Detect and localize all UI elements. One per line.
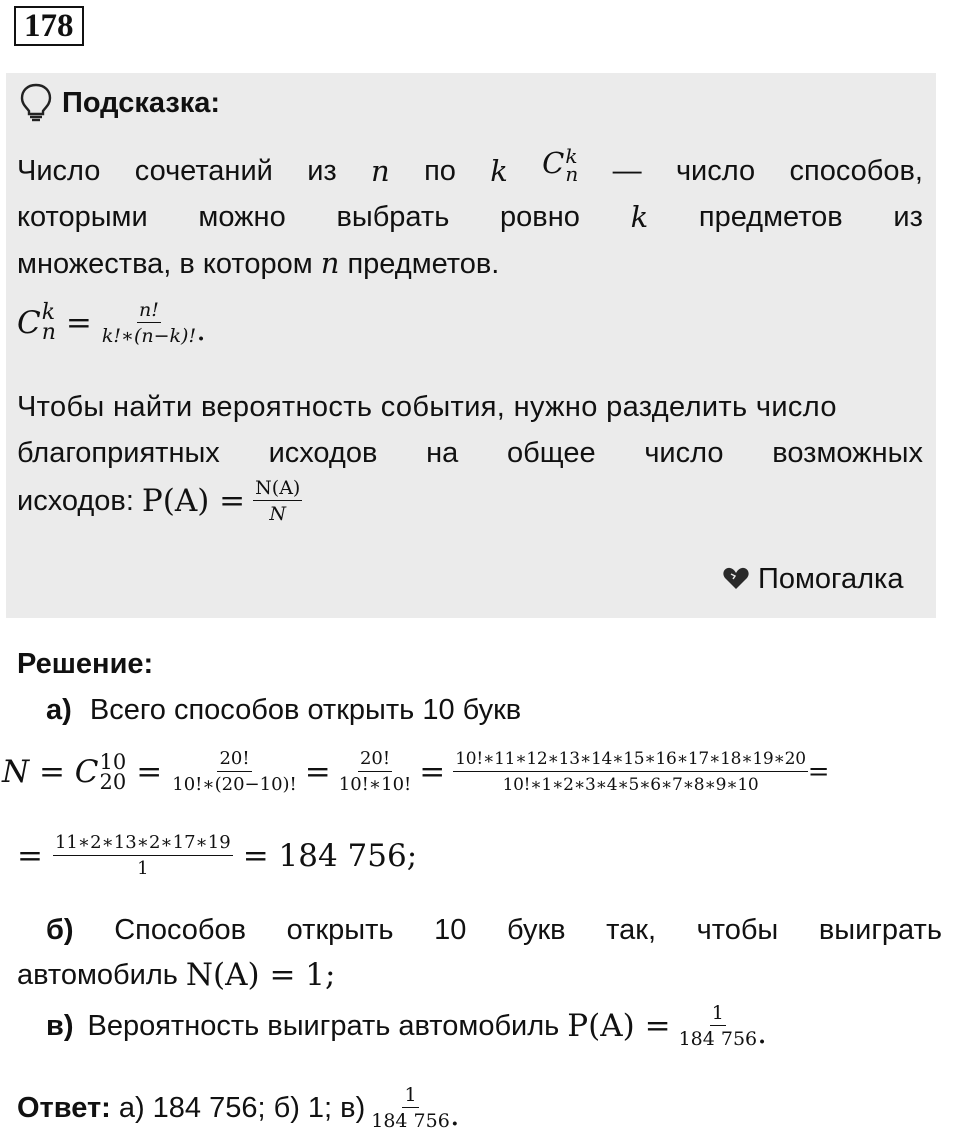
solution-b-line1: б) Способов открыть 10 букв так, чтобы выиграть: [46, 914, 942, 946]
solution-title: Решение:: [17, 648, 154, 680]
hint-p1-line3: множества, в котором n предметов.: [17, 246, 500, 280]
hint-p2-line3: исходов: P(A) = $\frac{N(A)}{N}$: [17, 477, 301, 525]
n-of-a-equals-1: N(A) = 1;: [185, 957, 336, 993]
n-equals-c: N = C: [2, 754, 99, 790]
solution-b-line2: автомобиль N(A) = 1;: [17, 957, 336, 993]
answer-line: Ответ: а) 184 756; б) 1; в) $\frac{1}{184 756}$ .: [17, 1084, 460, 1133]
hint-p1-line2: которыми можно выбрать ровно k предметов из: [17, 200, 923, 234]
equation-line-1: N = C 10 20 = $\frac{20!}{10!∗(20-10)!}$ = $\frac{20!}{10!∗10!}$ = $\frac{10!∗11∗12∗13∗14∗15∗16∗17∗18∗19∗20}{10!∗1∗2∗3∗4∗5∗6∗7∗8∗9∗10}$ =: [2, 748, 830, 795]
equation-line-2: = $\frac{11∗2∗13∗2∗17∗19}{1}$ = 184 756;: [17, 832, 418, 879]
task-number: 178: [14, 6, 84, 46]
hint-p1-line1: Число сочетаний из n по k C k n — число способов,: [17, 144, 923, 188]
heart-icon: [722, 567, 750, 591]
combination-formula: C k n = $\frac{n!}{k!∗(n-k)!}$ .: [17, 299, 206, 348]
hint-panel: [6, 73, 936, 618]
hint-footer[interactable]: Помогалка: [722, 563, 903, 595]
hint-p2-line1: Чтобы найти вероятность события, нужно разделить число: [17, 391, 837, 423]
hint-p2-line2: благоприятных исходов на общее число возможных: [17, 437, 923, 469]
solution-a-text: а) Всего способов открыть 10 букв: [46, 694, 522, 726]
lightbulb-icon: [20, 83, 52, 123]
solution-v-line: в) Вероятность выиграть автомобиль P(A) = $\frac{1}{184 756}$ .: [46, 1002, 767, 1051]
hint-title: Подсказка:: [62, 87, 221, 119]
combination-symbol: C k n: [542, 144, 579, 187]
